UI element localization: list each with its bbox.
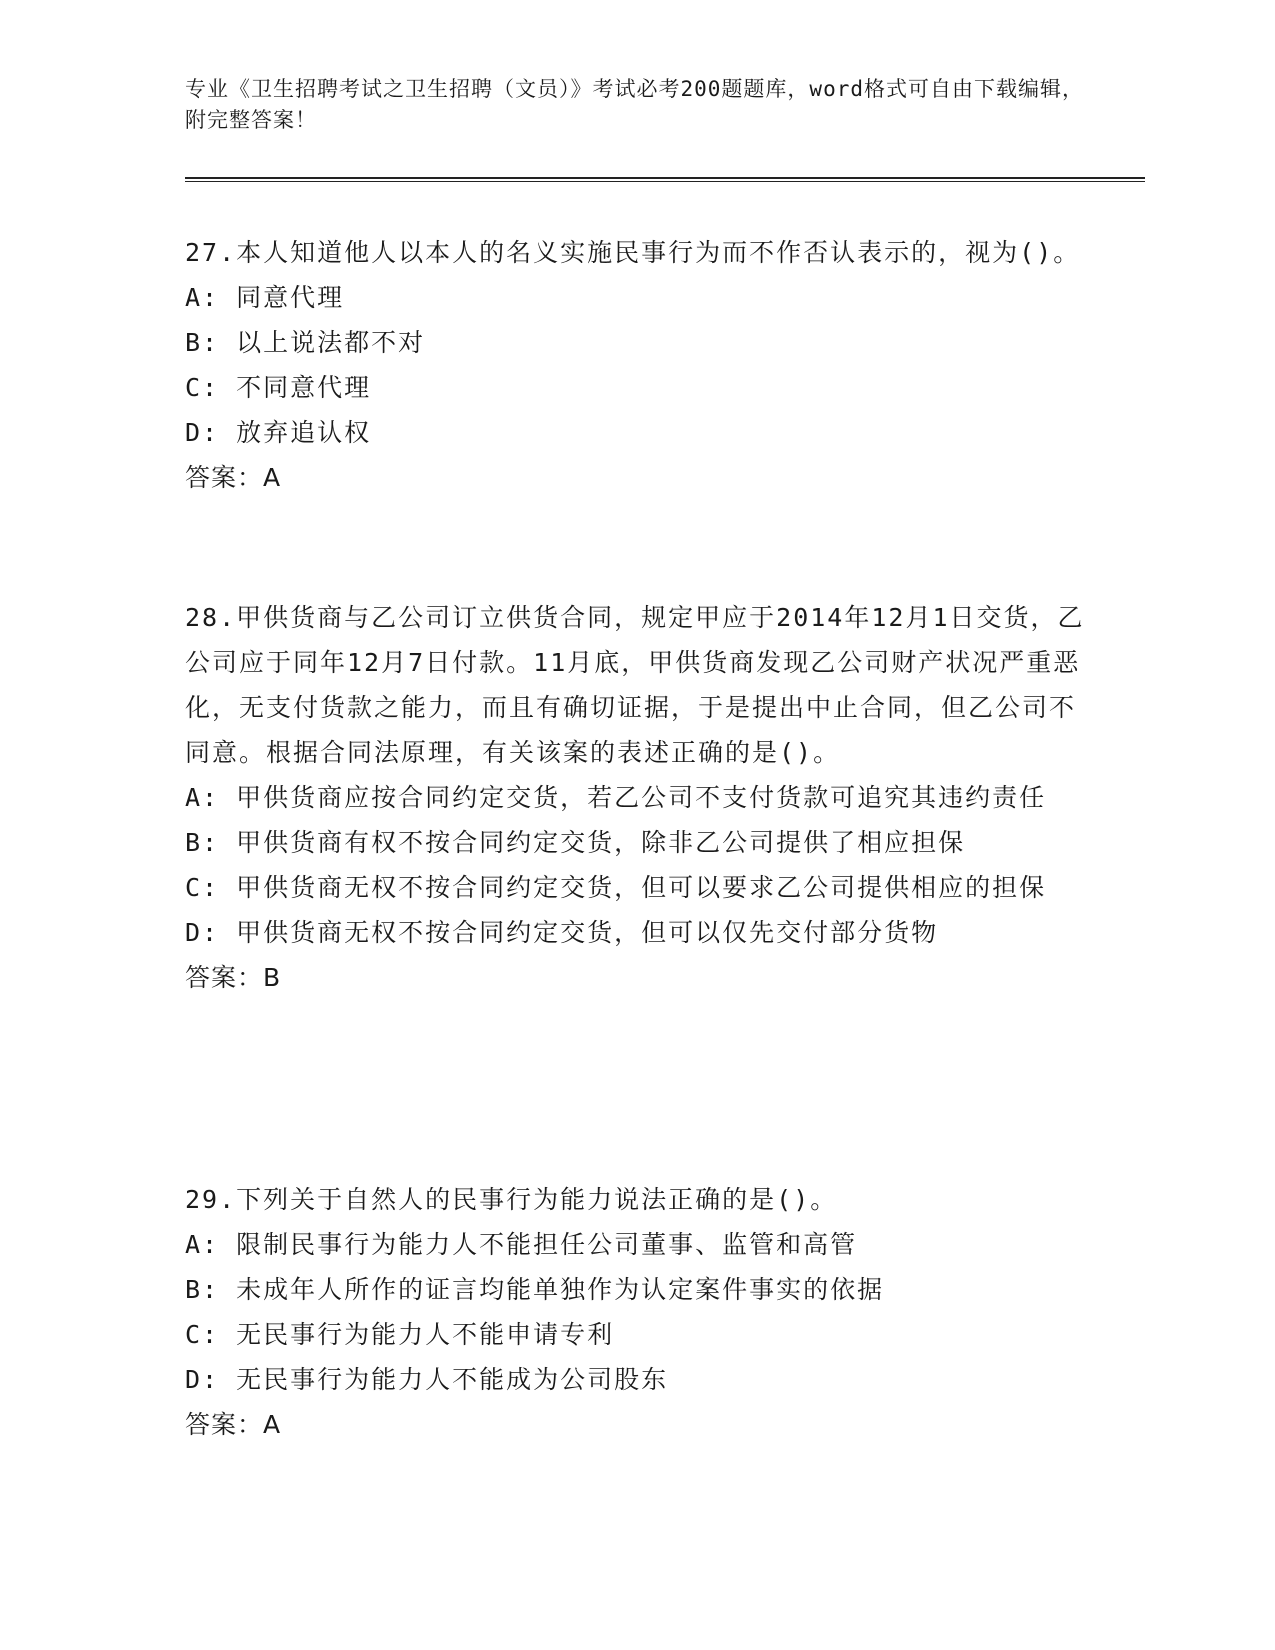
option-a: A: 同意代理 [185, 283, 345, 312]
document-header: 专业《卫生招聘考试之卫生招聘（文员）》考试必考200题题库，word格式可自由下载编辑，附完整答案！ [185, 77, 1084, 132]
option-a: A: 限制民事行为能力人不能担任公司董事、监管和高管 [185, 1230, 858, 1259]
option-c: C: 不同意代理 [185, 373, 372, 402]
option-b: B: 甲供货商有权不按合同约定交货，除非乙公司提供了相应担保 [185, 828, 966, 857]
answer-line: 答案：A [185, 463, 282, 492]
option-c: C: 无民事行为能力人不能申请专利 [185, 1320, 615, 1349]
question-29 [185, 1177, 1085, 1447]
answer-line: 答案：A [185, 1410, 282, 1439]
option-d: D: 放弃追认权 [185, 418, 372, 447]
option-a: A: 甲供货商应按合同约定交货，若乙公司不支付货款可追究其违约责任 [185, 783, 1047, 812]
question-stem: 28.甲供货商与乙公司订立供货合同，规定甲应于2014年12月1日交货，乙公司应于同年12月7日付款。11月底，甲供货商发现乙公司财产状况严重恶化，无支付货款之能力，而且有确切证据，于是提出中止合同，但乙公司不同意。根据合同法原理，有关该案的表述正确的是()。 [185, 603, 1085, 767]
answer-line: 答案：B [185, 963, 282, 992]
question-stem: 29.下列关于自然人的民事行为能力说法正确的是()。 [185, 1185, 838, 1214]
option-b: B: 以上说法都不对 [185, 328, 426, 357]
option-d: D: 无民事行为能力人不能成为公司股东 [185, 1365, 669, 1394]
option-b: B: 未成年人所作的证言均能单独作为认定案件事实的依据 [185, 1275, 885, 1304]
question-stem: 27.本人知道他人以本人的名义实施民事行为而不作否认表示的，视为()。 [185, 238, 1081, 267]
question-27 [185, 230, 1085, 500]
option-d: D: 甲供货商无权不按合同约定交货，但可以仅先交付部分货物 [185, 918, 939, 947]
header-divider [185, 177, 1145, 182]
question-28 [185, 595, 1085, 1000]
option-c: C: 甲供货商无权不按合同约定交货，但可以要求乙公司提供相应的担保 [185, 873, 1047, 902]
